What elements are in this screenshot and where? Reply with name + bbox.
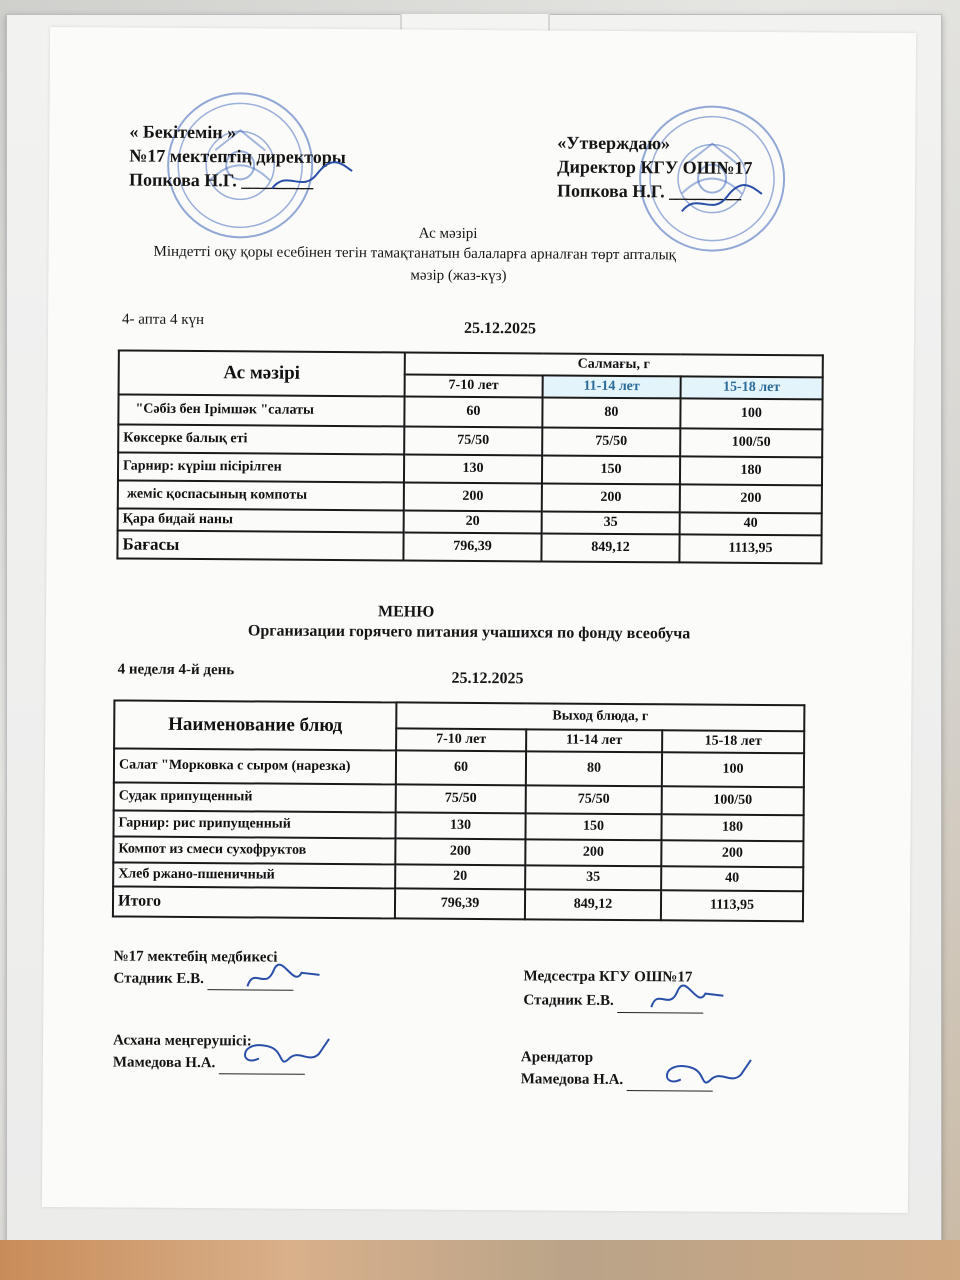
portion-value: 150 bbox=[542, 455, 680, 484]
total-price: 849,12 bbox=[541, 533, 679, 562]
nurse-kz-name: Стадник Е.В. bbox=[113, 970, 205, 988]
portion-value: 75/50 bbox=[526, 785, 662, 814]
total-price: 796,39 bbox=[403, 532, 541, 561]
portion-value: 200 bbox=[680, 484, 822, 513]
kz-age-header: 15-18 лет bbox=[681, 376, 823, 399]
ru-week-day: 4 неделя 4-й день bbox=[117, 661, 235, 679]
dish-name: Гарнир: күріш пісірілген bbox=[118, 452, 404, 482]
portion-value: 200 bbox=[395, 838, 525, 865]
portion-value: 100/50 bbox=[680, 428, 822, 457]
approval-ru-line: Директор КГУ ОШ№17 bbox=[557, 156, 753, 178]
kz-age-header: 11-14 лет bbox=[543, 375, 681, 398]
director-signature-left-icon bbox=[267, 159, 357, 200]
table-row bbox=[118, 394, 822, 429]
ru-weight-header: Выход блюда, г bbox=[396, 702, 804, 731]
nurse-kz-title: №17 мектебің медбикесі bbox=[113, 948, 278, 966]
kz-menu-table bbox=[116, 349, 823, 564]
menu-sheet bbox=[42, 27, 916, 1213]
portion-value: 40 bbox=[661, 866, 803, 891]
ru-age-header: 11-14 лет bbox=[526, 729, 662, 752]
total-price: 1113,95 bbox=[661, 890, 803, 921]
dish-name: жеміс қоспасының компоты bbox=[118, 480, 404, 510]
kitchen-head-title: Асхана меңгерушісі: bbox=[112, 1032, 252, 1050]
portion-value: 100 bbox=[662, 752, 804, 787]
approval-kz-line: « Бекітемін » bbox=[129, 121, 237, 143]
ru-age-header: 7-10 лет bbox=[396, 728, 526, 751]
total-price: 849,12 bbox=[525, 889, 661, 920]
total-label: Бағасы bbox=[117, 530, 403, 560]
kz-date: 25.12.2025 bbox=[463, 319, 537, 338]
background-surface bbox=[0, 1240, 960, 1280]
approval-ru-line: Попкова Н.Г. ________ bbox=[556, 180, 742, 202]
tenant-signature-icon bbox=[651, 1049, 761, 1100]
tenant-title: Арендатор bbox=[520, 1049, 594, 1066]
kz-subtitle: Міндетті оқу қоры есебінен тегін тамақтанатын балаларға арналған төрт апталық bbox=[153, 243, 677, 264]
ru-date: 25.12.2025 bbox=[451, 669, 524, 688]
dish-name: Судак припущенный bbox=[114, 782, 396, 812]
portion-value: 35 bbox=[525, 865, 661, 890]
total-price: 796,39 bbox=[395, 888, 525, 919]
dish-name: Қара бидай наны bbox=[118, 508, 404, 532]
portion-value: 100 bbox=[680, 398, 822, 429]
portion-value: 130 bbox=[404, 454, 542, 483]
table-row-total bbox=[117, 530, 821, 563]
approval-kz-line: №17 мектептің директоры bbox=[129, 145, 346, 168]
portion-value: 35 bbox=[542, 511, 680, 534]
table-row bbox=[114, 748, 804, 787]
ru-name-header: Наименование блюд bbox=[114, 700, 396, 750]
tenant-name: Мамедова Н.А. bbox=[520, 1071, 624, 1089]
portion-value: 40 bbox=[680, 512, 822, 535]
portion-value: 75/50 bbox=[396, 784, 526, 813]
kz-age-header: 7-10 лет bbox=[405, 374, 543, 397]
portion-value: 200 bbox=[661, 840, 803, 867]
portion-value: 20 bbox=[395, 864, 525, 889]
kz-week-day: 4- апта 4 күн bbox=[122, 311, 205, 329]
portion-value: 180 bbox=[680, 456, 822, 485]
portion-value: 150 bbox=[525, 813, 661, 840]
portion-value: 75/50 bbox=[542, 427, 680, 456]
portion-value: 200 bbox=[404, 482, 542, 511]
portion-value: 130 bbox=[395, 812, 525, 839]
ru-subtitle: Организации горячего питания учашихся по фонду всеобуча bbox=[247, 622, 691, 643]
portion-value: 200 bbox=[542, 483, 680, 512]
kz-title: Ас мәзірі bbox=[418, 225, 478, 242]
kitchen-head-signature-icon bbox=[229, 1028, 339, 1079]
kz-name-header: Ас мәзірі bbox=[119, 350, 405, 396]
portion-value: 200 bbox=[525, 839, 661, 866]
ru-menu-table bbox=[112, 699, 806, 922]
director-signature-right-icon bbox=[677, 181, 767, 222]
dish-name: Көксерке балық еті bbox=[118, 424, 404, 454]
dish-name: Компот из смеси сухофруктов bbox=[113, 836, 395, 864]
portion-value: 180 bbox=[661, 814, 803, 841]
nurse-ru-name: Стадник Е.В. bbox=[523, 992, 614, 1009]
ru-age-header: 15-18 лет bbox=[662, 730, 804, 753]
portion-value: 60 bbox=[396, 750, 526, 785]
portion-value: 75/50 bbox=[404, 426, 542, 455]
total-label: Итого bbox=[113, 886, 395, 918]
portion-value: 100/50 bbox=[662, 786, 804, 815]
approval-ru-line: «Утверждаю» bbox=[557, 132, 671, 154]
total-price: 1113,95 bbox=[679, 534, 821, 563]
portion-value: 20 bbox=[404, 510, 542, 533]
kz-subtitle-2: мәзір (жаз-күз) bbox=[410, 267, 507, 285]
portion-value: 60 bbox=[404, 396, 542, 427]
nurse-ru-title: Медсестра КГУ ОШ№17 bbox=[523, 968, 693, 986]
kitchen-head-name: Мамедова Н.А. bbox=[112, 1054, 216, 1072]
kz-weight-header: Салмағы, г bbox=[405, 352, 823, 377]
dish-name: Салат "Морковка с сыром (нарезка) bbox=[114, 748, 396, 784]
dish-name: Гарнир: рис припущенный bbox=[113, 810, 395, 838]
portion-value: 80 bbox=[526, 751, 662, 786]
approval-kz-line: Попкова Н.Г. ________ bbox=[128, 169, 314, 191]
dish-name: "Сәбіз бен Ірімшәк "салаты bbox=[118, 394, 404, 426]
portion-value: 80 bbox=[542, 397, 680, 428]
table-row-total bbox=[113, 886, 803, 921]
dish-name: Хлеб ржано-пшеничный bbox=[113, 862, 395, 888]
ru-title: МЕНЮ bbox=[377, 603, 435, 621]
nurse-signature-left-icon bbox=[243, 960, 323, 995]
nurse-signature-right-icon bbox=[647, 981, 727, 1016]
